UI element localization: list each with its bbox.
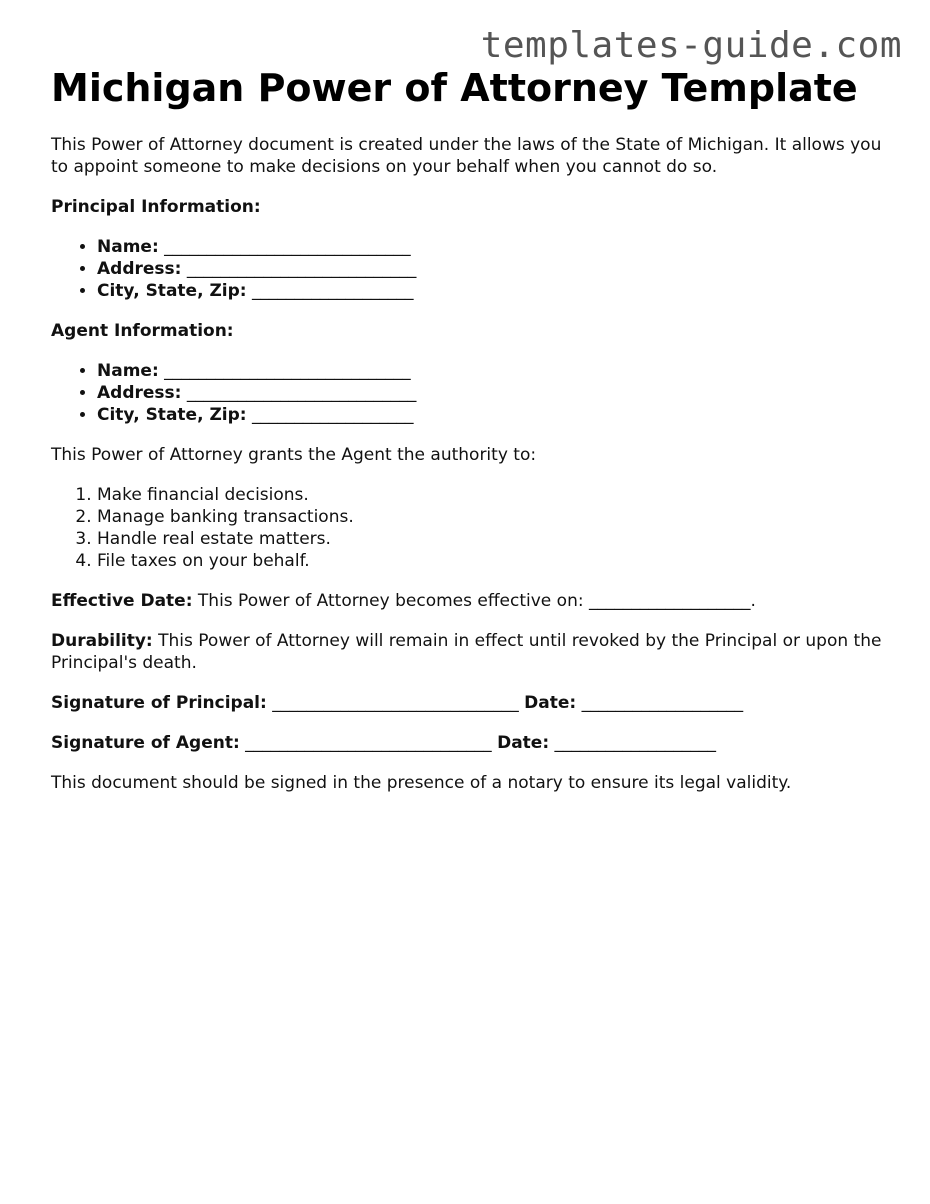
fill-in-blank: ___________________________ bbox=[186, 259, 417, 279]
field-label: Name: bbox=[97, 237, 159, 257]
date-blank: ___________________ bbox=[549, 733, 717, 753]
principal-address-field bbox=[97, 258, 901, 280]
field-label: City, State, Zip: bbox=[97, 405, 247, 425]
signature-label: Signature of Agent: bbox=[51, 733, 240, 753]
fill-in-blank: ___________________________ bbox=[186, 383, 417, 403]
agent-heading: Agent Information: bbox=[51, 321, 234, 341]
page-title: Michigan Power of Attorney Template bbox=[51, 66, 858, 110]
grant-item: 3. Handle real estate matters. bbox=[97, 528, 901, 550]
durability-text: This Power of Attorney will remain in effect until revoked by the Principal or upon the Principal's death. bbox=[51, 631, 882, 673]
principal-city-state-zip-field bbox=[97, 280, 901, 302]
principal-heading: Principal Information: bbox=[51, 197, 261, 217]
durability-paragraph bbox=[51, 630, 901, 674]
agent-signature-line bbox=[51, 732, 901, 754]
grant-item: 2. Manage banking transactions. bbox=[97, 506, 901, 528]
effective-date-paragraph bbox=[51, 590, 901, 612]
durability-label: Durability: bbox=[51, 631, 153, 651]
field-label: Address: bbox=[97, 259, 182, 279]
watermark: templates-guide.com bbox=[480, 25, 902, 66]
principal-signature-line bbox=[51, 692, 901, 714]
fill-in-blank: _____________________________ bbox=[164, 361, 411, 381]
fill-in-blank: ___________________ bbox=[251, 405, 414, 425]
field-label: City, State, Zip: bbox=[97, 281, 247, 301]
grant-item: 1. Make financial decisions. bbox=[97, 484, 901, 506]
date-label: Date: bbox=[497, 733, 550, 753]
field-label: Name: bbox=[97, 361, 159, 381]
signature-blank: _____________________________ bbox=[239, 733, 498, 753]
grants-intro: This Power of Attorney grants the Agent the authority to: bbox=[51, 445, 537, 465]
signature-blank: _____________________________ bbox=[266, 693, 525, 713]
fill-in-blank: ___________________ bbox=[251, 281, 414, 301]
principal-fields-list bbox=[51, 236, 901, 302]
grant-item: 4. File taxes on your behalf. bbox=[97, 550, 901, 572]
grants-list bbox=[51, 484, 901, 572]
date-label: Date: bbox=[524, 693, 577, 713]
date-blank: ___________________ bbox=[576, 693, 744, 713]
signature-label: Signature of Principal: bbox=[51, 693, 267, 713]
agent-name-field bbox=[97, 360, 901, 382]
fill-in-blank: _____________________________ bbox=[164, 237, 411, 257]
agent-city-state-zip-field bbox=[97, 404, 901, 426]
agent-address-field bbox=[97, 382, 901, 404]
intro-paragraph: This Power of Attorney document is created under the laws of the State of Michigan. It allows you to appoint someone to make decisions on your behalf when you cannot do so. bbox=[51, 135, 882, 177]
principal-name-field bbox=[97, 236, 901, 258]
field-label: Address: bbox=[97, 383, 182, 403]
effective-date-label: Effective Date: bbox=[51, 591, 193, 611]
effective-date-text: This Power of Attorney becomes effective on: ___________________. bbox=[192, 591, 756, 611]
document-page bbox=[51, 66, 901, 794]
notary-note: This document should be signed in the presence of a notary to ensure its legal validity. bbox=[51, 773, 792, 793]
agent-fields-list bbox=[51, 360, 901, 426]
